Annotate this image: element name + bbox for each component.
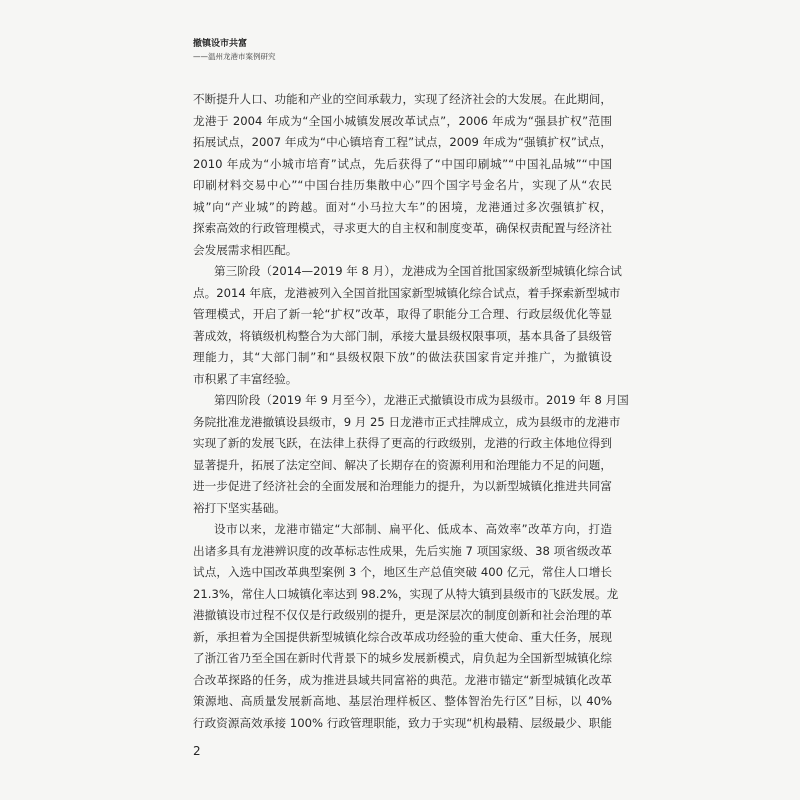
- text-line: 龙港于 2004 年成为“全国小城镇发展改革试点”，2006 年成为“强县扩权”范围: [193, 113, 612, 128]
- text-line: 设市以来，龙港市锚定“大部制、扁平化、低成本、高效率”改革方向，打造: [214, 522, 612, 536]
- text-line: 试点，入选中国改革典型案例 3 个，地区生产总值突破 400 亿元，常住人口增长: [193, 565, 612, 579]
- text-line: 探索高效的行政管理模式，寻求更大的自主权和制度变革，确保权责配置与经济社: [193, 221, 612, 235]
- text-line: 港撤镇设市过程不仅仅是行政级别的提升，更是深层次的制度创新和社会治理的革: [193, 608, 612, 622]
- text-line: 管理模式，开启了新一轮“扩权”改革，取得了职能分工合理、行政层级优化等显: [193, 307, 612, 321]
- text-line: 裕打下坚实基础。: [193, 500, 286, 515]
- running-header-title: 撤镇设市共富: [193, 39, 248, 49]
- text-line: 了浙江省乃至全国在新时代背景下的城乡发展新模式，肩负起为全国新型城镇化综: [193, 651, 612, 665]
- text-line: 第三阶段（2014—2019 年 8 月），龙港成为全国首批国家级新型城镇化综合试: [214, 264, 622, 278]
- text-line: 著成效，将镇级机构整合为大部门制，承接大量县级权限事项，基本具备了县级管: [193, 328, 612, 343]
- text-line: 2010 年成为“小城市培育”试点，先后获得了“中国印刷城”“中国礼品城”“中国: [193, 156, 612, 171]
- text-line: 新，承担着为全国提供新型城镇化综合改革成功经验的重大使命、重大任务，展现: [193, 629, 612, 644]
- running-header-subtitle: ——温州龙港市案例研究: [193, 52, 276, 61]
- text-line: 理能力，其“大部门制”和“县级权限下放”的做法获国家肯定并推广，为撤镇设: [193, 350, 612, 364]
- text-line: 合改革探路的任务，成为推进县域共同富裕的典范。龙港市锚定“新型城镇化改革: [193, 672, 612, 687]
- paragraph: [193, 261, 622, 390]
- running-header: [193, 38, 276, 63]
- text-line: 印刷材料交易中心”“中国台挂历集散中心”四个国字号金名片，实现了从“农民: [193, 178, 612, 192]
- page-number: 2: [193, 744, 201, 758]
- text-line: 城”向“产业城”的跨越。面对“小马拉大车”的困境，龙港通过多次强镇扩权，: [193, 199, 612, 214]
- paragraph: [193, 390, 629, 519]
- text-line: 拓展试点，2007 年成为“中心镇培育工程”试点，2009 年成为“强镇扩权”试点，: [193, 135, 612, 149]
- text-line: 市积累了丰富经验。: [193, 371, 298, 386]
- text-line: 第四阶段（2019 年 9 月至今），龙港正式撤镇设市成为县级市。2019 年 8 月国: [214, 393, 629, 407]
- text-line: 进一步促进了经济社会的全面发展和治理能力的提升，为以新型城镇化推进共同富: [193, 479, 612, 493]
- text-line: 实现了新的发展飞跃，在法律上获得了更高的行政级别，龙港的行政主体地位得到: [193, 436, 612, 450]
- paragraph: [193, 89, 612, 261]
- text-line: 会发展需求相匹配。: [193, 242, 298, 257]
- text-line: 点。2014 年底，龙港被列入全国首批国家新型城镇化综合试点，着手探索新型城市: [193, 285, 621, 300]
- text-line: 21.3%，常住人口城镇化率达到 98.2%，实现了从特大镇到县级市的飞跃发展。龙: [193, 586, 619, 601]
- text-line: 显著提升，拓展了法定空间、解决了长期存在的资源利用和治理能力不足的问题，: [193, 457, 612, 472]
- paragraph: [193, 519, 619, 734]
- text-line: 出诸多具有龙港辨识度的改革标志性成果，先后实施 7 项国家级、38 项省级改革: [193, 543, 612, 558]
- text-line: 行政资源高效承接 100% 行政管理职能，致力于实现“机构最精、层级最少、职能: [193, 715, 612, 730]
- text-line: 务院批准龙港撤镇设县级市，9 月 25 日龙港市正式挂牌成立，成为县级市的龙港市: [193, 414, 621, 429]
- text-line: 策源地、高质量发展新高地、基层治理样板区、整体智治先行区”目标，以 40%: [193, 694, 612, 708]
- body-text: [193, 89, 629, 734]
- text-line: 不断提升人口、功能和产业的空间承载力，实现了经济社会的大发展。在此期间，: [193, 92, 612, 106]
